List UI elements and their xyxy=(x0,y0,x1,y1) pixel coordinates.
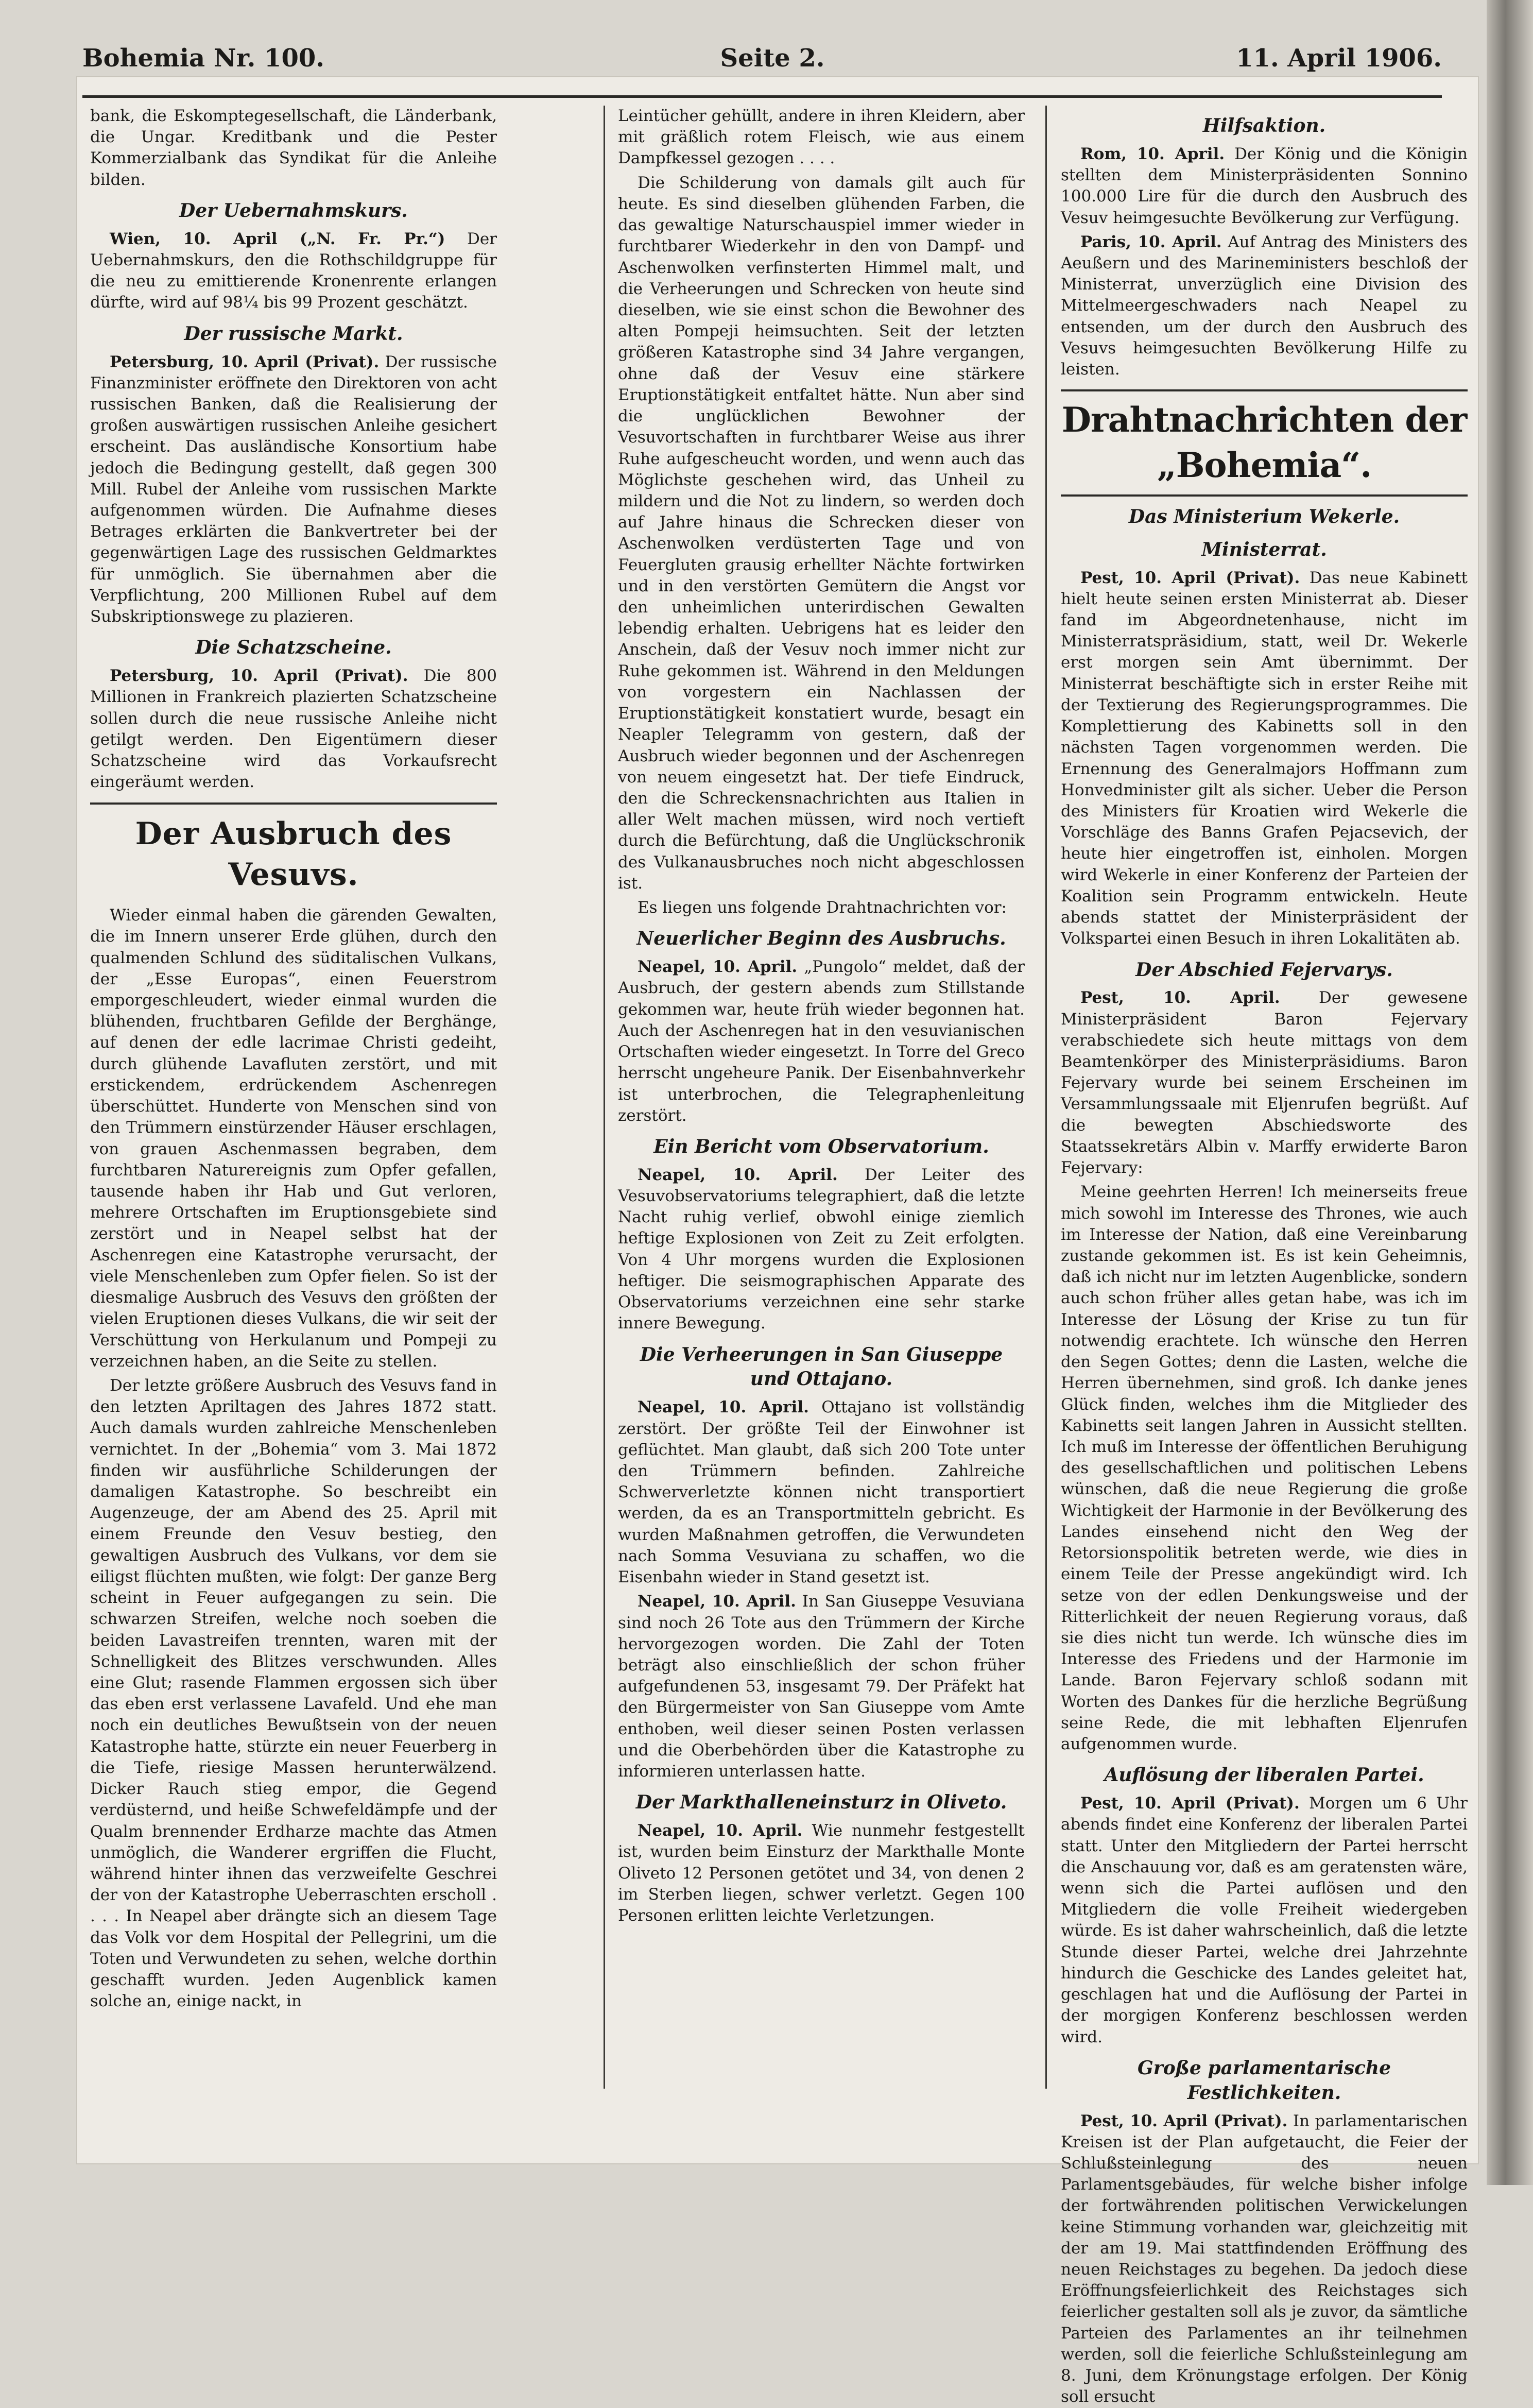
masthead xyxy=(82,39,1442,98)
paragraph-text: Das neue Kabinett hielt heute seinen ersten Ministerrat ab. Dieser fand im Abgeordnetenhause, nicht im Ministerratspräsidium, statt, weil Dr. Wekerle erst morgen sein Amt übernimmt. Der Ministerrat beschäftigte sich in erster Reihe mit der Textierung des Regierungsprogrammes. Die Komplettierung des Kabinetts soll in den nächsten Tagen vorgenommen werden. Die Ernennung des Generalmajors Hoffmann zum Honvedminister gilt als sicher. Ueber die Person des Ministers für Kroatien wird Wekerle die Vorschläge des Banns Grafen Pejacsevich, der heute hier eingetroffen ist, einholen. Morgen wird Wekerle in einer Konferenz der Parteien der Koalition sein Programm entwickeln. Heute abends stattet der Ministerpräsident der Volkspartei einen Besuch in ihren Lokalitäten ab. xyxy=(1061,568,1468,948)
page-edge xyxy=(1487,0,1533,2185)
paragraph-text: Wie nunmehr festgestellt ist, wurden beim Einsturz der Markthalle Monte Oliveto 12 Personen getötet und 34, von denen 2 im Sterben liegen, schwer verletzt. Gegen 100 Personen erlitten leichte Verletzungen. xyxy=(618,1821,1025,1925)
column-rule xyxy=(604,106,605,2089)
paragraph xyxy=(618,1165,1025,1335)
dateline: Pest, 10. April (Privat). xyxy=(1080,1794,1300,1813)
dateline: Pest, 10. April. xyxy=(1080,988,1280,1007)
separator xyxy=(90,802,497,805)
dateline: Wien, 10. April („N. Fr. Pr.“) xyxy=(110,229,445,248)
paragraph-text: Ottajano ist vollständig zerstört. Der größte Teil der Einwohner ist geflüchtet. Man glaubt, daß sich 200 Tote unter den Trümmern befinden. Zahlreiche Schwerverletzte können nicht transportiert werden, da es an Transportmitteln gebricht. Es wurden Maßnahmen getroffen, die Verwundeten nach Somma Vesuviana zu schaffen, wo die Eisenbahn wieder in Stand gesetzt ist. xyxy=(618,1398,1025,1587)
paragraph-text: Auf Antrag des Ministers des Aeußern und des Marineministers beschloß der Ministerrat, unverzüglich eine Division des Mittelmeergeschwaders nach Neapel zu entsenden, um der durch den Ausbruch des Vesuvs heimgesuchten Bevölkerung Hilfe zu leisten. xyxy=(1061,232,1468,379)
paragraph-text: Der König und die Königin stellten dem Ministerpräsidenten Sonnino 100.000 Lire für die durch den Ausbruch des Vesuv heimgesuchte Bevölkerung zur Verfügung. xyxy=(1061,144,1468,227)
masthead-page: Seite 2. xyxy=(720,44,825,73)
paragraph xyxy=(618,1820,1025,1926)
paragraph xyxy=(1061,1793,1468,2048)
dateline: Neapel, 10. April. xyxy=(638,1165,838,1184)
section-heading: Hilfsaktion. xyxy=(1202,115,1326,136)
paragraph: Der letzte größere Ausbruch des Vesuvs fand in den letzten Apriltagen des Jahres 1872 statt. Auch damals wurden zahlreiche Menschenleben vernichtet. In der „Bohemia“ vom 3. Mai 1872 finden wir ausführliche Schilderungen der damaligen Katastrophe. So beschreibt ein Augenzeuge, der am Abend des 25. April mit einem Freunde den Vesuv bestieg, den gewaltigen Ausbruch des Vulkans, vor dem sie eiligst flüchten mußten, wie folgt: Der ganze Berg scheint in Feuer aufgegangen zu sein. Die schwarzen Streifen, welche noch soeben die beiden Lavastreifen trennten, waren mit der Schnelligkeit des Blitzes verschwunden. Alles eine Glut; rasende Flammen ergossen sich über das eben erst verlassene Lavafeld. Und ehe man noch ein deutliches Bewußtsein von der neuen Katastrophe hatte, stürzte ein neuer Feuerberg in die Tiefe, riesige Massen herunterwälzend. Dicker Rauch stieg empor, die Gegend verdüsternd, und heiße Schwefeldämpfe und der Qualm brennender Erdharze machte das Atmen unmöglich, die Wanderer ergriffen die Flucht, während hinter ihnen das verzweifelte Geschrei der von der Katastrophe Ueberraschten erscholl . . . . In Neapel aber drängte sich an diesem Tage das Volk vor dem Hospital der Pellegrini, um die Toten und Verwundeten zu sehen, welche dorthin geschafft wurden. Jeden Augenblick kamen solche an, einige nackt, in xyxy=(90,1376,497,2011)
paragraph-text: „Pungolo“ meldet, daß der Ausbruch, der gestern abends zum Stillstande gekommen war, heute früh wieder begonnen hat. Auch der Aschenregen hat in den vesuvianischen Ortschaften wieder eingesetzt. In Torre del Greco herrscht ungeheure Panik. Der Eisenbahnverkehr ist unterbrochen, die Telegraphenleitung zerstört. xyxy=(618,958,1025,1125)
section-heading: Der Markthalleneinsturz in Oliveto. xyxy=(635,1791,1007,1814)
section-subheading: Auflösung der liberalen Partei. xyxy=(1104,1764,1424,1786)
dateline: Neapel, 10. April. xyxy=(638,1592,796,1611)
paragraph-text: Der Leiter des Vesuvobservatoriums telegraphiert, daß die letzte Nacht ruhig verlief, obwohl einige ziemlich heftige Explosionen von Zeit zu Zeit erfolgten. Von 4 Uhr morgens wurden die Explosionen heftiger. Die seismographischen Apparate des Observatoriums verzeichnen eine sehr starke innere Bewegung. xyxy=(618,1165,1025,1333)
column-3 xyxy=(1061,106,1468,2406)
section-heading: Ein Bericht vom Observatorium. xyxy=(653,1135,989,1157)
paragraph-text: Morgen um 6 Uhr abends findet eine Konferenz der liberalen Partei statt. Unter den Mitgliedern der Partei herrscht die Anschauung vor, daß es am geratensten wäre, wenn sich die Partei auflösen und den Mitgliedern die volle Freiheit wiedergeben würde. Es ist daher wahrscheinlich, daß die letzte Stunde dieser Partei, welche drei Jahrzehnte hindurch die Geschicke des Landes geleitet hat, geschlagen hat und die Auflösung der Partei in der morgigen Konferenz beschlossen werden wird. xyxy=(1061,1794,1468,2046)
section-heading: Neuerlicher Beginn des Ausbruchs. xyxy=(636,928,1006,950)
dateline: Petersburg, 10. April (Privat). xyxy=(110,352,380,371)
paragraph-text: Die 800 Millionen in Frankreich plazierten Schatzscheine sollen durch die neue russische Anleihe nicht getilgt werden. Den Eigentümern dieser Schatzscheine wird das Vorkaufsrecht eingeräumt werden. xyxy=(90,667,497,792)
paragraph: bank, die Eskomptegesellschaft, die Länderbank, die Ungar. Kreditbank und die Pester Kommerzialbank das Syndikat für die Anleihe bilden. xyxy=(90,107,497,189)
paragraph xyxy=(618,1397,1025,1588)
section-heading: Die Verheerungen in San Giuseppe und Ottajano. xyxy=(640,1343,1003,1390)
dateline: Paris, 10. April. xyxy=(1080,232,1222,251)
paragraph xyxy=(618,1591,1025,1782)
paragraph: Meine geehrten Herren! Ich meinerseits freue mich sowohl im Interesse des Thrones, wie auch im Interesse der Nation, daß eine Vereinbarung zustande gekommen ist. Es ist kein Geheimnis, daß ich nicht nur im letzten Augenblicke, sondern auch schon früher alles getan habe, was ich im Interesse der Lösung der Krise zu tun für notwendig erachtete. Ich wünsche den Herren den Segen Gottes; denn die Lasten, welche die Herren übernehmen, sind groß. Ich danke jenes Glück finden, welches ihm die Mitglieder des Kabinetts seit langen Jahren in Aussicht stellten. Ich muß im Interesse der öffentlichen Beruhigung des gesellschaftlichen und politischen Lebens wünschen, daß die neue Regierung die große Wichtigkeit der Harmonie in der Bevölkerung des Landes einsehend nicht den Weg der Retorsionspolitik betreten werde, wie dies in einem Teile der Presse angekündigt wird. Ich setze von der edlen Denkungsweise und der Ritterlichkeit der neuen Regierung voraus, daß sie dies nicht tun werde. Ich wünsche dies im Interesse des Friedens und der Harmonie im Lande. Baron Fejervary schloß sodann mit Worten des Dankes für die herzliche Begrüßung seine Rede, die mit lebhaften Eljenrufen aufgenommen wurde. xyxy=(1061,1183,1468,1754)
paragraph: Es liegen uns folgende Drahtnachrichten vor: xyxy=(638,898,1007,917)
dateline: Petersburg, 10. April (Privat). xyxy=(110,667,408,686)
paragraph xyxy=(1061,232,1468,381)
dateline: Neapel, 10. April. xyxy=(638,1821,803,1840)
dateline: Neapel, 10. April. xyxy=(638,958,798,977)
wire-news-banner: Drahtnachrichten der „Bohemia“. xyxy=(1061,389,1468,497)
section-heading: Der russische Markt. xyxy=(184,322,403,345)
masthead-date: 11. April 1906. xyxy=(1236,44,1442,73)
section-heading: Das Ministerium Wekerle. xyxy=(1128,505,1400,527)
paragraph-text: In parlamentarischen Kreisen ist der Plan aufgetaucht, die Feier der Schlußsteinlegung des neuen Parlamentsgebäudes, für welche bisher infolge der fortwährenden politischen Verwickelungen keine Stimmung vorhanden war, gleichzeitig mit der am 19. Mai stattfindenden Eröffnung des neuen Reichstages zu begehen. Da jedoch diese Eröffnungsfeierlichkeit des Reichstages sich feierlicher gestalten soll als je zuvor, da sämtliche Parteien des Parlamentes an ihr teilnehmen werden, soll die feierliche Schlußsteinlegung am 8. Juni, dem Krönungstage erfolgen. Der König soll ersucht xyxy=(1061,2111,1468,2406)
paragraph xyxy=(90,352,497,628)
section-heading: Die Schatzscheine. xyxy=(195,637,392,659)
paragraph-text: Der Uebernahmskurs, den die Rothschildgruppe für die neu zu emittierende Kronenrente erlangen dürfte, wird auf 98¼ bis 99 Prozent geschätzt. xyxy=(90,229,497,312)
paragraph xyxy=(618,957,1025,1126)
paragraph-text: Der russische Finanzminister eröffnete den Direktoren von acht russischen Banken, daß die Realisierung der großen auswärtigen russischen Anleihe gesichert erscheint. Das ausländische Konsortium habe jedoch die Bedingung gestellt, daß gegen 300 Mill. Rubel der Anleihe vom russischen Markte aufgenommen würden. Die Aufnahme dieses Betrages erklärten die Bankvertreter bei der gegenwärtigen Lage des russischen Geldmarktes für unmöglich. Sie übernahmen aber die Verpflichtung, 200 Millionen Rubel auf dem Subskriptionswege zu plazieren. xyxy=(90,352,497,626)
section-heading: Der Uebernahmskurs. xyxy=(179,199,408,221)
paragraph xyxy=(1061,2111,1468,2408)
dateline: Pest, 10. April (Privat). xyxy=(1080,568,1300,587)
column-rule xyxy=(1045,106,1047,2089)
section-subheading: Große parlamentarische Festlichkeiten. xyxy=(1137,2057,1391,2104)
paragraph: Leintücher gehüllt, andere in ihren Kleidern, aber mit gräßlich rotem Fleisch, wie aus einem Dampfkessel gezogen . . . . xyxy=(618,107,1025,168)
dateline: Neapel, 10. April. xyxy=(638,1398,809,1417)
paragraph: Die Schilderung von damals gilt auch für heute. Es sind dieselben glühenden Farben, die das gewaltige Naturschauspiel immer wieder in furchtbarer Wiederkehr in den von Dampf- und Aschenwolken verfinsterten Himmel malt, und die Verheerungen und Schrecken von heute sind dieselben, wie sie einst schon die Bewohner des alten Pompeji heimsuchten. Seit der letzten größeren Katastrophe sind 34 Jahre vergangen, ohne daß der Vesuv eine stärkere Eruptionstätigkeit entfaltet hätte. Nun aber sind die unglücklichen Bewohner der Vesuvortschaften in furchtbarer Weise aus ihrer Ruhe aufgescheucht worden, und wenn auch das Möglichste geschehen wird, das Unheil zu mildern und die Not zu lindern, so werden doch auf Jahre hinaus die Schrecken dieser von Aschenwolken verdüsterten Tage und von Feuergluten grausig erhellter Nächte fortwirken und in den verstörten Gemütern die Angst vor den unheimlichen unterirdischen Gewalten lebendig erhalten. Uebrigens hat es leider den Anschein, daß der Vesuv noch immer nicht zur Ruhe gekommen ist. Während in den Meldungen von vorgestern ein Nachlassen der Eruptionstätigkeit konstatiert wurde, besagt ein Neapler Telegramm von gestern, daß der Ausbruch wieder begonnen und der Aschenregen von neuem eingesetzt hat. Der tiefe Eindruck, den die Schreckensnachrichten aus Italien in aller Welt machen müssen, wird noch vertieft durch die Befürchtung, daß die Unglückschronik des Vulkanausbruches noch nicht abgeschlossen ist. xyxy=(618,173,1025,893)
article-title: Der Ausbruch des Vesuvs. xyxy=(135,815,452,893)
column-1 xyxy=(90,106,497,2114)
paragraph xyxy=(1061,568,1468,950)
masthead-paper: Bohemia Nr. 100. xyxy=(82,44,324,73)
paragraph-text: In San Giuseppe Vesuviana sind noch 26 Tote aus den Trümmern der Kirche hervorgezogen worden. Die Zahl der Toten beträgt also einschließlich der schon früher aufgefundenen 53, insgesamt 79. Der Präfekt hat den Bürgermeister von San Giuseppe vom Amte enthoben, weil dieser seinen Posten verlassen und die Oberbehörden über die Katastrophe zu informieren unterlassen hatte. xyxy=(618,1592,1025,1781)
paragraph xyxy=(90,229,497,314)
paragraph-text: Der gewesene Ministerpräsident Baron Fejervary verabschiedete sich heute mittags von dem Beamtenkörper des Ministerpräsidiums. Baron Fejervary wurde bei seinem Erscheinen im Versammlungssaale mit Eljenrufen begrüßt. Auf die bewegten Abschiedsworte des Staatssekretärs Albin v. Marffy erwiderte Baron Fejervary: xyxy=(1061,988,1468,1177)
paragraph xyxy=(90,665,497,793)
dateline: Rom, 10. April. xyxy=(1080,144,1225,163)
paragraph xyxy=(1061,987,1468,1179)
column-2 xyxy=(618,106,1025,2114)
dateline: Pest, 10. April (Privat). xyxy=(1080,2111,1288,2130)
paragraph xyxy=(1061,144,1468,229)
paragraph: Wieder einmal haben die gärenden Gewalten, die im Innern unserer Erde glühen, durch den qualmenden Schlund des süditalischen Vulkans, der „Esse Europas“, einen Feuerstrom emporgeschleudert, wieder einmal wurden die blühenden, fruchtbaren Gefilde der Berghänge, auf denen der edle lacrimae Christi gedeiht, durch glühende Lavafluten zerstört, und mit erstickendem, erdrückendem Aschenregen überschüttet. Hunderte von Menschen sind von den Trümmern einstürzender Häuser erschlagen, von grauen Aschenmassen begraben, dem furchtbaren Naturereignis zum Opfer gefallen, tausende haben ihr Hab und Gut verloren, mehrere Ortschaften im Eruptionsgebiete sind zerstört und in Neapel selbst hat der Aschenregen eine Katastrophe verursacht, der viele Menschenleben zum Opfer fielen. So ist der diesmalige Ausbruch des Vesuvs den größten der vielen Eruptionen dieses Vulkans, die wir seit der Verschüttung von Herkulanum und Pompeji zu verzeichnen haben, an die Seite zu stellen. xyxy=(90,906,497,1371)
section-subheading: Ministerrat. xyxy=(1201,538,1327,560)
section-subheading: Der Abschied Fejervarys. xyxy=(1135,959,1393,981)
